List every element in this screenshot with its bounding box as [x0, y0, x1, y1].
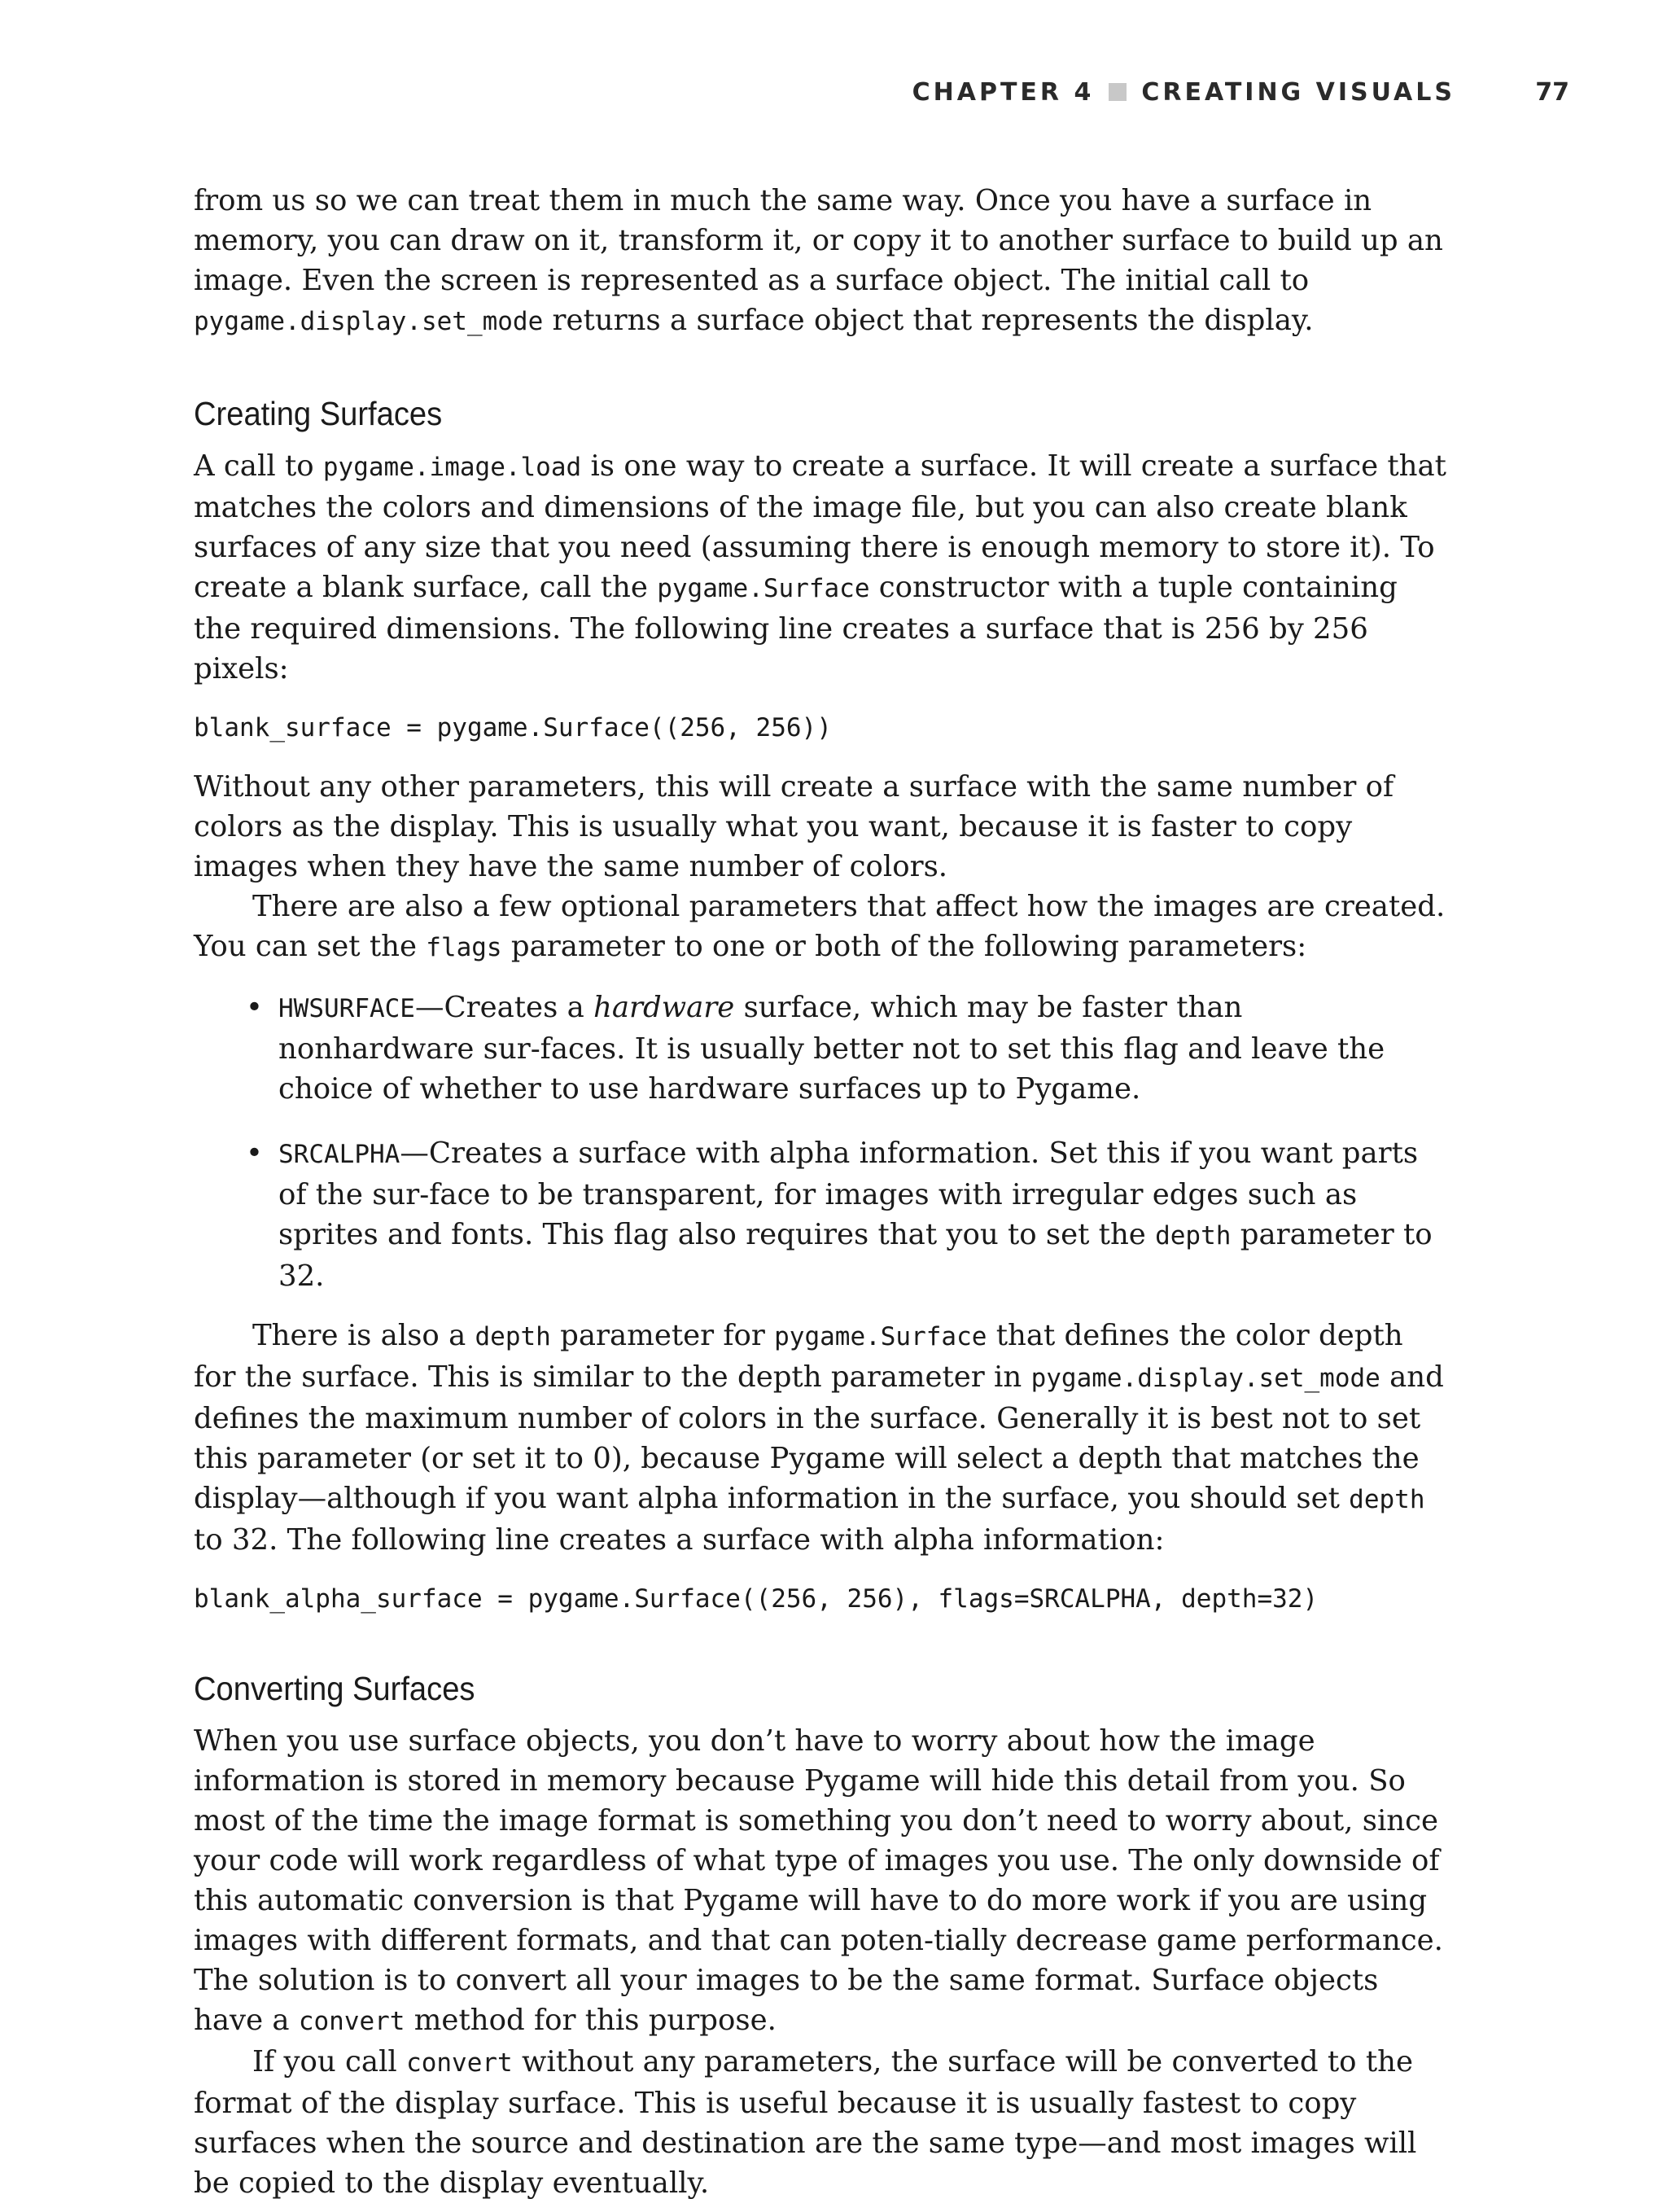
- text-run: parameter to one or both of the following parameters:: [501, 930, 1307, 963]
- text-run: parameter for: [550, 1319, 775, 1352]
- text-run: to 32. The following line creates a surface with alpha information:: [194, 1523, 1165, 1557]
- paragraph: [194, 1316, 1447, 1560]
- text-run: that defines the color depth for the surface. This is similar to the depth parameter in: [194, 1319, 1403, 1394]
- list-item: [194, 988, 1447, 1109]
- chapter-title: CREATING VISUALS: [1141, 78, 1455, 107]
- inline-code: depth: [1155, 1221, 1232, 1251]
- inline-code: depth: [1349, 1485, 1425, 1514]
- paragraph: Without any other parameters, this will create a surface with the same number of colors as the display. This is usually what you want, because it is faster to copy images when they have the same number of colors.: [194, 770, 1394, 883]
- page-number: 77: [1535, 78, 1569, 107]
- running-header: [0, 75, 1667, 111]
- text-run: There are also a few optional parameters that affect how the images are created. You can set the: [194, 890, 1446, 963]
- bullet-list: [194, 988, 1447, 1296]
- text-run: constructor with a tuple containing the required dimensions. The following line creates a surface that is 256 by 256 pixels:: [194, 571, 1398, 686]
- inline-code: flags: [426, 933, 502, 962]
- text-run: There is also a: [252, 1319, 475, 1352]
- chapter-label: [912, 78, 1455, 107]
- intro-paragraph: [194, 181, 1447, 342]
- code-block: blank_surface = pygame.Surface((256, 256)): [194, 713, 832, 742]
- paragraph: [194, 446, 1447, 689]
- inline-code: convert: [298, 2007, 405, 2036]
- paragraph: [194, 887, 1447, 968]
- text-run: without any parameters, the surface will be converted to the format of the display surface. This is useful because it is usually fastest to copy surfaces when the source and destination are the same type—and most images will be copied to the display eventually.: [194, 2045, 1417, 2200]
- text-run: method for this purpose.: [405, 2004, 777, 2037]
- emphasis: hardware: [593, 991, 735, 1024]
- square-separator-icon: [1109, 83, 1127, 101]
- paragraph: [194, 1721, 1447, 2042]
- section-heading-converting-surfaces: Converting Surfaces: [194, 1670, 475, 1707]
- bullet-icon: •: [246, 991, 263, 1024]
- inline-code: SRCALPHA: [278, 1140, 400, 1169]
- inline-code: pygame.display.set_mode: [1030, 1364, 1380, 1393]
- list-item: [194, 1133, 1447, 1296]
- code-block: blank_alpha_surface = pygame.Surface((256, 256), flags=SRCALPHA, depth=32): [194, 1584, 1319, 1614]
- text-run: If you call: [252, 2045, 407, 2078]
- paragraph: [194, 2042, 1447, 2203]
- inline-code: pygame.Surface: [657, 574, 870, 603]
- inline-code: pygame.image.load: [322, 453, 582, 482]
- page-body: [194, 181, 1447, 2203]
- text-run: from us so we can treat them in much the same way. Once you have a surface in memory, you can draw on it, transform it, or copy it to another surface to build up an image. Even the screen is represented as a surface object. The initial call to: [194, 184, 1443, 297]
- inline-code: pygame.Surface: [774, 1322, 987, 1351]
- text-run: and defines the maximum number of colors in the surface. Generally it is best not to set this parameter (or set it to 0), because Pygame will select a depth that matches the display—although if you want alpha information in the surface, you should set: [194, 1360, 1444, 1515]
- text-run: surface, which may be faster than nonhardware sur-faces. It is usually better not to set this flag and leave the choice of whether to use hardware surfaces up to Pygame.: [278, 991, 1385, 1106]
- text-run: A call to: [194, 449, 323, 483]
- text-run: returns a surface object that represents the display.: [543, 304, 1314, 337]
- text-run: is one way to create a surface. It will create a surface that matches the colors and dimensions of the image file, but you can also create blank surfaces of any size that you need (assuming there is enough memory to store it). To create a blank surface, call the: [194, 449, 1446, 604]
- text-run: —Creates a: [414, 991, 594, 1024]
- inline-code: HWSURFACE: [278, 994, 415, 1023]
- text-run: —Creates a surface with alpha information. Set this if you want parts of the sur-face to be transparent, for images with irregular edges such as sprites and fonts. This flag also requires that you to set the: [278, 1137, 1419, 1251]
- chapter-number: CHAPTER 4: [912, 78, 1095, 107]
- text-run: When you use surface objects, you don’t have to worry about how the image information is stored in memory because Pygame will hide this detail from you. So most of the time the image format is something you don’t need to worry about, since your code will work regardless of what type of images you use. The only downside of this automatic conversion is that Pygame will have to do more work if you are using images with different formats, and that can poten-tially decrease game performance. The solution is to convert all your images to be the same format. Surface objects have a: [194, 1724, 1443, 2037]
- bullet-icon: •: [246, 1137, 263, 1170]
- section-heading-creating-surfaces: Creating Surfaces: [194, 395, 443, 432]
- inline-code: pygame.display.set_mode: [194, 307, 544, 336]
- inline-code: depth: [475, 1322, 551, 1351]
- inline-code: convert: [406, 2048, 513, 2078]
- text-run: parameter to 32.: [278, 1218, 1433, 1293]
